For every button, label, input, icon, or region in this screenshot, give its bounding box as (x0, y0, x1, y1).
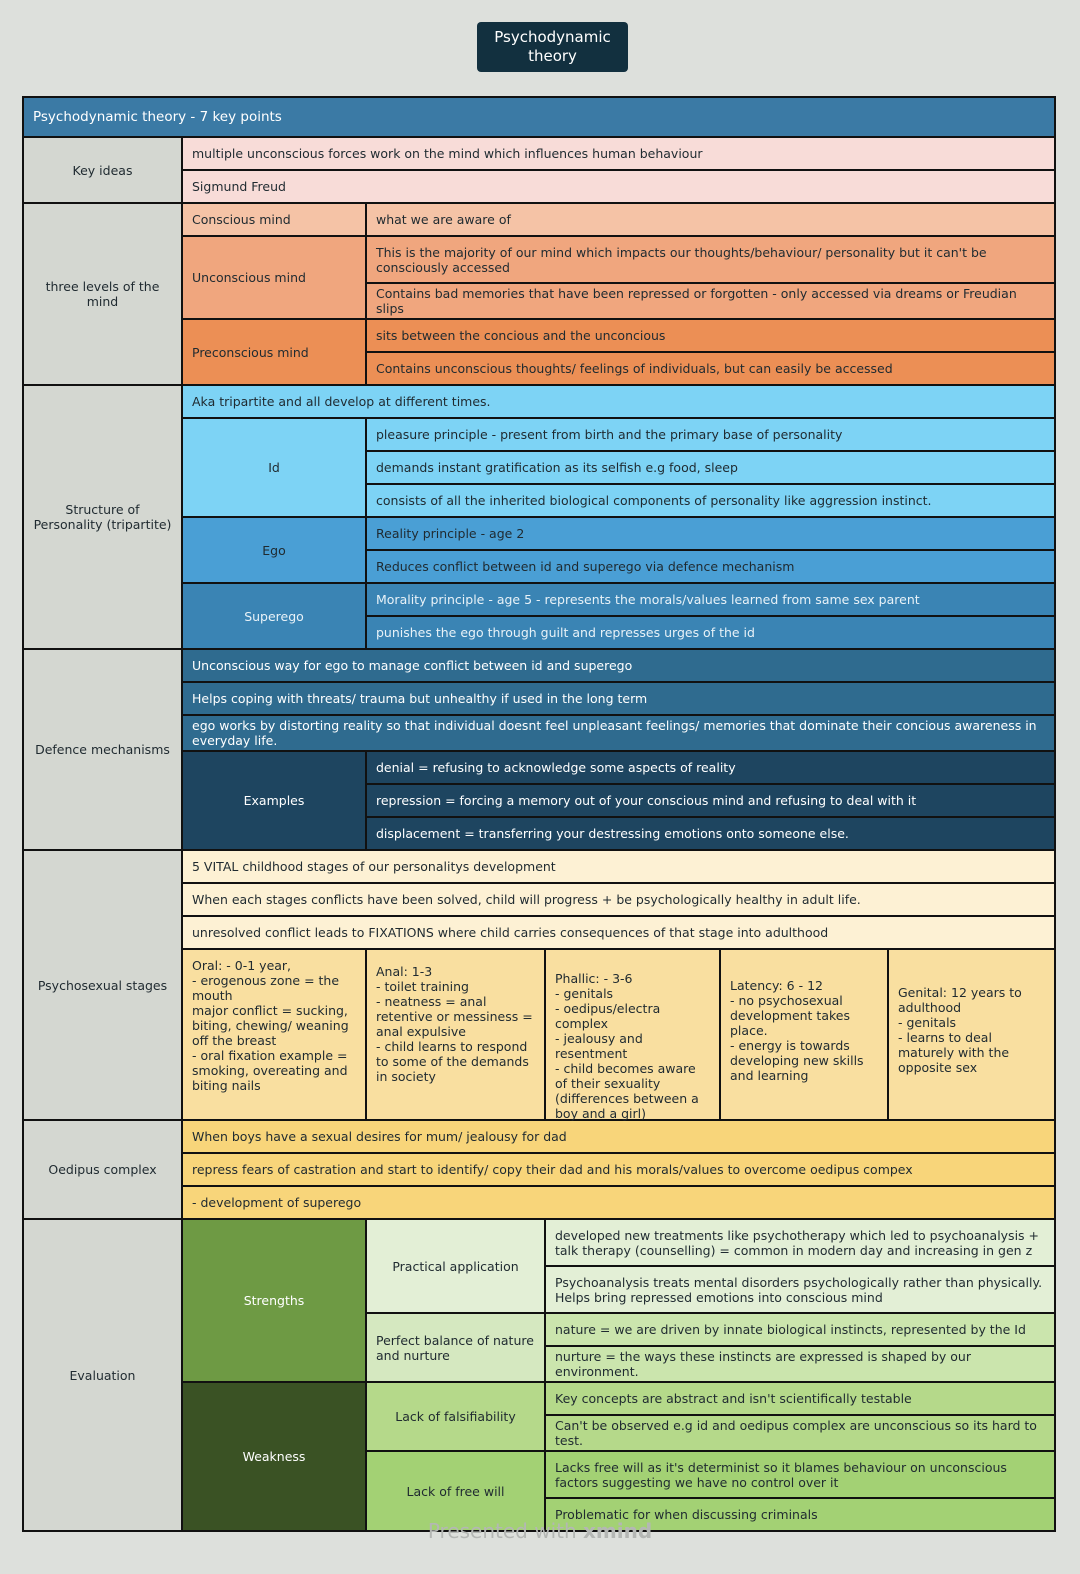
table-header[interactable]: Psychodynamic theory - 7 key points (23, 97, 1055, 137)
stage-anal[interactable] (366, 949, 545, 1120)
example-item[interactable]: repression = forcing a memory out of your conscious mind and refusing to deal with it (366, 784, 1055, 817)
defence-label[interactable]: Defence mechanisms (23, 649, 182, 850)
stage-text: Genital: 12 years to adulthood - genitals - learns to deal maturely with the opposite sex (898, 985, 1022, 1075)
preconscious-item[interactable]: sits between the concious and the unconcious (366, 319, 1055, 352)
xmind-logo: xmind (583, 1519, 653, 1543)
stage-text: Anal: 1-3 - toilet training - neatness = anal retentive or messiness = anal expulsive - child learns to respond to some of the demands in society (376, 964, 533, 1084)
balance-label[interactable]: Perfect balance of nature and nurture (366, 1313, 545, 1382)
key-idea[interactable]: Sigmund Freud (182, 170, 1055, 203)
id-item[interactable]: pleasure principle - present from birth and the primary base of personality (366, 418, 1055, 451)
superego-label[interactable]: Superego (182, 583, 366, 649)
id-item[interactable]: demands instant gratification as its selfish e.g food, sleep (366, 451, 1055, 484)
stage-text: Oral: - 0-1 year, - erogenous zone = the mouth major conflict = sucking, biting, chewing/ weaning off the breast - oral fixation example = smoking, overeating and biting nails (192, 958, 349, 1093)
preconscious-item[interactable]: Contains unconscious thoughts/ feelings of individuals, but can easily be accessed (366, 352, 1055, 385)
psychosexual-item[interactable]: When each stages conflicts have been solved, child will progress + be psychologically healthy in adult life. (182, 883, 1055, 916)
stage-genital[interactable] (888, 949, 1055, 1120)
stage-text: Latency: 6 - 12 - no psychosexual development takes place. - energy is towards developing new skills and learning (730, 978, 864, 1083)
structure-label[interactable]: Structure of Personality (tripartite) (23, 385, 182, 649)
oedipus-item[interactable]: repress fears of castration and start to identify/ copy their dad and his morals/values to overcome oedipus compex (182, 1153, 1055, 1186)
footer (0, 1519, 1080, 1543)
key-ideas-label[interactable]: Key ideas (23, 137, 182, 203)
falsifiability-item[interactable]: Can't be observed e.g id and oedipus complex are unconscious so its hard to test. (545, 1415, 1055, 1451)
id-label[interactable]: Id (182, 418, 366, 517)
unconscious-item[interactable]: This is the majority of our mind which impacts our thoughts/behaviour/ personality but it can't be consciously accessed (366, 236, 1055, 283)
defence-item[interactable]: Helps coping with threats/ trauma but unhealthy if used in the long term (182, 682, 1055, 715)
example-item[interactable]: denial = refusing to acknowledge some aspects of reality (366, 751, 1055, 784)
defence-item[interactable]: Unconscious way for ego to manage conflict between id and superego (182, 649, 1055, 682)
stage-oral[interactable] (182, 949, 366, 1120)
oedipus-item[interactable]: - development of superego (182, 1186, 1055, 1219)
falsifiability-label[interactable]: Lack of falsifiability (366, 1382, 545, 1451)
balance-item[interactable]: nurture = the ways these instincts are expressed is shaped by our environment. (545, 1346, 1055, 1382)
defence-item[interactable]: ego works by distorting reality so that individual doesnt feel unpleasant feelings/ memories that dominate their concious awareness in everyday life. (182, 715, 1055, 751)
superego-item[interactable]: Morality principle - age 5 - represents the morals/values learned from same sex parent (366, 583, 1055, 616)
conscious-item[interactable]: what we are aware of (366, 203, 1055, 236)
strengths-label[interactable]: Strengths (182, 1219, 366, 1382)
id-item[interactable]: consists of all the inherited biological components of personality like aggression instinct. (366, 484, 1055, 517)
key-idea[interactable]: multiple unconscious forces work on the mind which influences human behaviour (182, 137, 1055, 170)
balance-item[interactable]: nature = we are driven by innate biological instincts, represented by the Id (545, 1313, 1055, 1346)
unconscious-item[interactable]: Contains bad memories that have been repressed or forgotten - only accessed via dreams or Freudian slips (366, 283, 1055, 319)
ego-item[interactable]: Reduces conflict between id and superego via defence mechanism (366, 550, 1055, 583)
free-will-label[interactable]: Lack of free will (366, 1451, 545, 1531)
practical-item[interactable]: Psychoanalysis treats mental disorders psychologically rather than physically. Helps bring repressed emotions into conscious mind (545, 1266, 1055, 1313)
weakness-label[interactable]: Weakness (182, 1382, 366, 1531)
falsifiability-item[interactable]: Key concepts are abstract and isn't scientifically testable (545, 1382, 1055, 1415)
practical-label[interactable]: Practical application (366, 1219, 545, 1313)
levels-label[interactable]: three levels of the mind (23, 203, 182, 385)
examples-label[interactable]: Examples (182, 751, 366, 850)
psychosexual-item[interactable]: unresolved conflict leads to FIXATIONS where child carries consequences of that stage into adulthood (182, 916, 1055, 949)
mind-map-table (22, 96, 1056, 1532)
oedipus-item[interactable]: When boys have a sexual desires for mum/ jealousy for dad (182, 1120, 1055, 1153)
unconscious-label[interactable]: Unconscious mind (182, 236, 366, 319)
superego-item[interactable]: punishes the ego through guilt and represses urges of the id (366, 616, 1055, 649)
footer-prefix: Presented with (427, 1519, 577, 1543)
conscious-label[interactable]: Conscious mind (182, 203, 366, 236)
example-item[interactable]: displacement = transferring your destressing emotions onto someone else. (366, 817, 1055, 850)
root-topic[interactable]: Psychodynamic theory (477, 22, 628, 72)
structure-intro[interactable]: Aka tripartite and all develop at different times. (182, 385, 1055, 418)
ego-item[interactable]: Reality principle - age 2 (366, 517, 1055, 550)
stage-latency[interactable] (720, 949, 888, 1120)
preconscious-label[interactable]: Preconscious mind (182, 319, 366, 385)
stage-text: Phallic: - 3-6 - genitals - oedipus/electra complex - jealousy and resentment - child becomes aware of their sexuality (differences between a boy and a girl) (555, 971, 699, 1121)
evaluation-label[interactable]: Evaluation (23, 1219, 182, 1531)
psychosexual-item[interactable]: 5 VITAL childhood stages of our personalitys development (182, 850, 1055, 883)
oedipus-label[interactable]: Oedipus complex (23, 1120, 182, 1219)
practical-item[interactable]: developed new treatments like psychotherapy which led to psychoanalysis + talk therapy (counselling) = common in modern day and increasing in gen z (545, 1219, 1055, 1266)
free-will-item[interactable]: Problematic for when discussing criminals (545, 1498, 1055, 1531)
stage-phallic[interactable] (545, 949, 720, 1120)
free-will-item[interactable]: Lacks free will as it's determinist so it blames behaviour on unconscious factors suggesting we have no control over it (545, 1451, 1055, 1498)
psychosexual-label[interactable]: Psychosexual stages (23, 850, 182, 1120)
ego-label[interactable]: Ego (182, 517, 366, 583)
